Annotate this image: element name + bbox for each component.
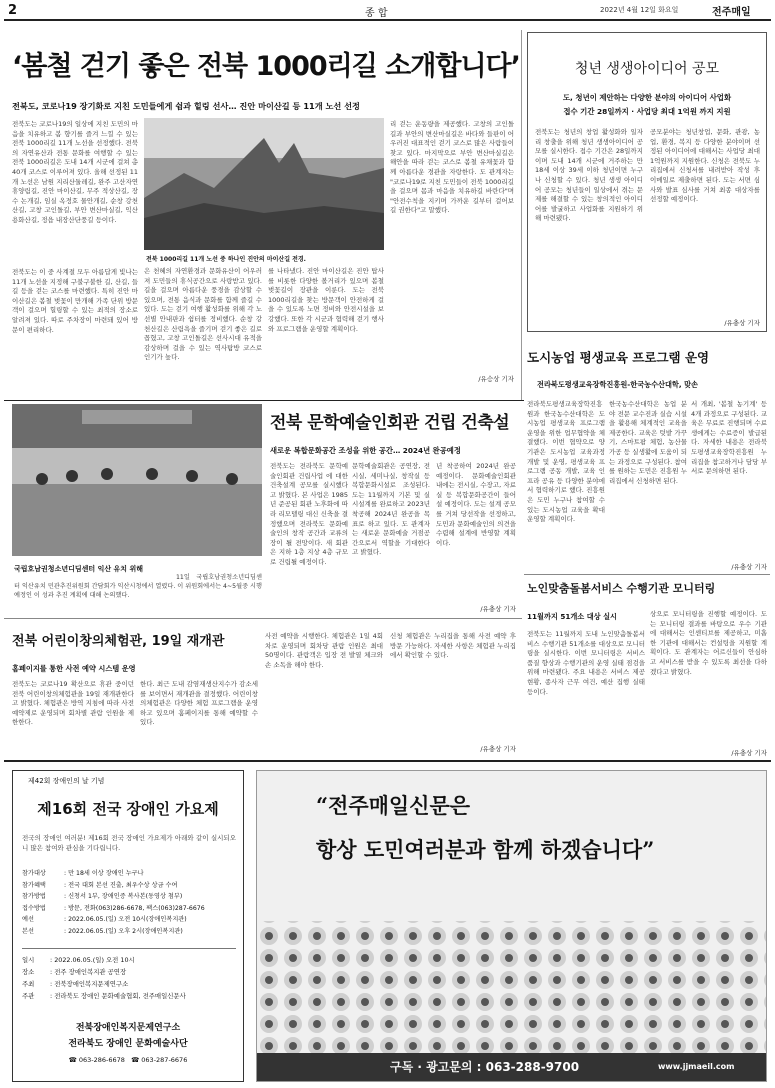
idea-ad-col2: 공모분야는 청년창업, 문화, 관광, 농업, 환경, 복지 등 다양한 분야이며 선정된 아이디어에 대해서는 사업당 최대 1억원까지 지원한다. 신청은 전북도 누리집에서 신청서를 내려받아 작성 후 이메일로 제출하면 된다. 도는 서면 심사와 발표 심사를 거쳐 최종 대상자를 선정할 예정이다. [650, 128, 760, 204]
event-ad-detail-label: 주관 [22, 992, 35, 1000]
event-ad-org1: 전북장애인복지문제연구소 [75, 1023, 181, 1033]
children-col4: 신청 체험관은 누리집을 통해 사전 예약 후 방문 가능하다. 자세한 사항은 체험관 누리집에서 확인할 수 있다. [390, 632, 516, 660]
brand-ad-line1: “전주매일신문은 [316, 793, 471, 818]
phone-icon: ☎ [68, 1056, 77, 1064]
children-col3: 사전 예약을 시행한다. 체험관은 1일 4회차로 운영되며 회차당 관람 인원은 최대 50명이다. 관람객은 입장 전 발열 체크와 손 소독을 해야 한다. [265, 632, 383, 669]
idea-ad-byline: /유충상 기자 [724, 319, 760, 327]
event-ad-detail-label: 장소 [22, 968, 35, 976]
brand-ad-line2: 항상 도민여러분과 함께 하겠습니다” [316, 837, 655, 862]
event-ad-item-value: 신청서 1부, 장애인증 복사본(동영상 첨부) [68, 893, 183, 900]
event-ad-detail-value: 전라북도 장애인 문화예술협회, 전주매일신문사 [54, 992, 186, 1000]
event-ad-item: 참가대상 : 만 18세 이상 장애인 누구나 [22, 868, 236, 880]
date-label: 2022년 4월 12일 화요일 [600, 6, 679, 14]
elderly-byline: /유충상 기자 [731, 749, 767, 757]
header-rule [4, 19, 771, 21]
event-ad-item-value: 전국 대회 본선 진출, 최우수상 상금 수여 [68, 881, 178, 889]
event-ad-detail-label: 주최 [22, 980, 35, 988]
event-ad-item: 본선 : 2022.06.05.(일) 오후 2시(장애인복지관) [22, 926, 236, 938]
event-ad-detail: 주관 : 전라북도 장애인 문화예술협회, 전주매일신문사 [22, 992, 186, 1000]
literature-col3: 년 착공하여 2024년 완공 예정이다. 문화예술인회관 내에는 전시실, 수장고, 자료실 등 복합문화공간이 들어설 예정이다. 도는 설계 공모를 거쳐 당선작을 선정하고, 도민과 문화예술인의 의견을 수렴해 설계에 반영할 계획이다. [436, 462, 516, 547]
event-ad-phone2: 063-287-6676 [141, 1056, 188, 1064]
event-ad-item-label: 접수방법 [22, 904, 46, 912]
meeting-photo-caption-desc: 11일 국립호남권청소년디딤센터 익산유치 민관추진위원회 간담회가 익산시청에서 열렸다. 이 위원회에서는 4~5월중 시행예정인 이 성과 추진 계획에 대해 논의했다. [14, 574, 262, 599]
event-ad-items [22, 868, 236, 937]
urban-farm-sub: 전라북도평생교육장학진흥원-한국농수산대학, 맞손 [537, 380, 698, 389]
page-number: 2 [8, 3, 18, 18]
literature-byline: /유충상 기자 [480, 605, 516, 613]
elderly-col1: 전북도는 11월까지 도내 노인맞춤돌봄서비스 수행기관 51개소를 대상으로 모니터링을 실시한다. 이번 모니터링은 서비스 품질 향상과 수행기관의 운영 실태 점검을 위해 마련됐다. 주요 내용은 서비스 제공 현황, 종사자 근무 여건, 예산 집행 실태 등이다. [527, 630, 645, 696]
event-ad-title: 제16회 전국 장애인 가요제 [37, 800, 219, 818]
paper-name: 전주매일 [712, 7, 751, 18]
fax-icon: ☎ [131, 1056, 140, 1064]
section-rule [4, 400, 524, 401]
meeting-photo [12, 404, 262, 556]
brand-ad-url: www.jjmaeil.com [658, 1062, 735, 1071]
top-story-col4: 리 걷는 운동량을 제공했다. 고창의 고인돌길과 부안의 변산마실길은 바다와 들판이 어우러진 대표적인 걷기 코스로 많은 사람들이 찾고 있다. 마지막으로 부안 변산마실길은 해안을 따라 걷는 코스로 봄철 유채꽃과 함께 아름다운 경관을 자랑한다. 도 관계자는 "코로나19로 지친 도민들이 전북 1000리길을 걸으며 몸과 마음을 치유하길 바란다"며 "안전수칙을 지키며 가까운 길부터 걸어보길 권한다"고 말했다. [390, 120, 514, 215]
elderly-rule [524, 574, 770, 575]
event-ad-topline: 제42회 장애인의 날 기념 [28, 777, 105, 785]
event-ad-item-label: 참가방법 [22, 893, 46, 900]
idea-ad-title: 청년 생생아이디어 공모 [574, 61, 720, 77]
children-sub: 홈페이지를 통한 사전 예약 시스템 운영 [12, 664, 136, 673]
brand-ad-phone: 구독 · 광고문의 : 063-288-9700 [390, 1060, 580, 1074]
event-ad-detail: 장소 : 전주 장애인복지관 공연장 [22, 968, 127, 976]
top-story-headline: ‘봄철 걷기 좋은 전북 1000리길 소개합니다’ [12, 51, 520, 82]
event-ad-item-label: 예선 [22, 916, 34, 923]
event-ad-item-label: 참가혜택 [22, 881, 46, 889]
event-ad-detail: 일시 : 2022.06.05.(일) 오전 10시 [22, 956, 135, 964]
elderly-col2: 상으로 모니터링을 진행할 예정이다. 도는 모니터링 결과를 바탕으로 우수 기관에 대해서는 인센티브를 제공하고, 미흡한 기관에 대해서는 컨설팅을 지원할 계획이다. 도 관계자는 어르신들이 안심하고 서비스를 받을 수 있도록 최선을 다하겠다고 밝혔다. [650, 610, 767, 676]
event-ad-item-label: 참가대상 [22, 870, 46, 877]
children-byline: /유충상 기자 [480, 745, 516, 753]
column-divider [521, 30, 522, 400]
children-col1: 전북도는 코로나19 확산으로 휴관 중이던 전북 어린이창의체험관을 19일 재개관한다고 밝혔다. 체험관은 방역 지침에 따라 사전 예약제로 운영되며 회차별 관람 인원을 제한한다. [12, 680, 134, 727]
event-ad-phones [12, 1056, 244, 1064]
event-ad-detail-value: 전북장애인복지문제연구소 [54, 980, 129, 988]
event-ad-item: 참가방법 : 신청서 1부, 장애인증 복사본(동영상 첨부) [22, 891, 236, 903]
idea-ad-col1: 전북도는 청년의 창업 활성화와 일자리 창출을 위해 청년 생생아이디어 공모를 실시한다. 접수 기간은 28일까지이며 도내 14개 시군에 거주하는 만 18세 이상 39세 이하 청년이면 누구나 신청할 수 있다. 청년 생생 아이디어 공모는 청년들이 일상에서 겪는 문제를 해결할 수 있는 창의적인 아이디어를 발굴하고 사업화를 지원하기 위해 마련됐다. [535, 128, 643, 223]
urban-farm-col3: 서 개최, '봄철 농기계' 등 4개 과정으로 구성된다. 교육은 무료로 진행되며 수료생에게는 수료증이 발급된다. 자세한 내용은 전라북도평생교육장학진흥원 누리집을 참고하거나 담당 부서로 문의하면 된다. [691, 400, 767, 476]
event-ad-detail-value: 2022.06.05.(일) 오전 10시 [54, 956, 135, 964]
children-title: 전북 어린이창의체험관, 19일 재개관 [12, 634, 225, 649]
meeting-photo-caption-title: 국립호남권청소년디딤센터 익산 유치 위해 [14, 565, 144, 573]
event-ad-intro: 전국의 장애인 여러분! 제16회 전국 장애인 가요제가 아래와 같이 실시되오니 많은 참여와 관심을 기다립니다. [22, 834, 236, 852]
event-ad-detail-value: 전주 장애인복지관 공연장 [54, 968, 127, 976]
urban-farm-col1: 전라북도평생교육장학진흥원과 한국농수산대학은 도시농업 평생교육 프로그램 운영을 위한 업무협약을 체결했다. 이번 협약으로 양 기관은 도시농업 교육과정 개발 및 운영, 평생교육 프로그램 공동 개발, 교육 인프라 공유 등 다양한 분야에서 협력하기로 했다. 진흥원은 도민 누구나 참여할 수 있는 도시농업 교육을 확대 운영할 계획이다. [527, 400, 605, 524]
mountain-photo-caption: 전북 1000리길 11개 노선 중 하나인 진안의 마이산길 전경. [146, 256, 306, 263]
mountain-photo [144, 118, 384, 250]
literature-col1: 전북도는 전라북도 문학예술인회관 건립사업 에 대한 건축설계 공모를 실시했다고 밝혔다. 본 사업은 1985년 준공된 회관 노후화에 따라 리모델링 대신 신축을 결정했으며 전라북도 문화예술인의 창작 공간과 교류의 장이 될 전망이다. 새 회관은 지하 1층 지상 4층 규모로 건립될 예정이다. [270, 462, 348, 566]
elderly-sub: 11월까지 51개소 대상 실시 [527, 612, 618, 621]
urban-farm-title: 도시농업 평생교육 프로그램 운영 [527, 350, 710, 365]
event-ad-item: 예선 : 2022.06.05.(일) 오전 10시(장애인복지관) [22, 914, 236, 926]
top-story-col1: 전북도는 코로나19의 일상에 지친 도민의 마음을 치유하고 봄 향기를 즐겨 느낄 수 있는 전북 1000리길 11개 노선을 선정했다. 전북의 자연유산과 전통 문화를 여행할 수 있는 전북 1000리길은 도내 14개 시군에 걸쳐 총 40개 코스로 이루어져 있다. 올해 선정된 11개 노선은 남원 지리산둘레길, 완주 고산자연휴양림길, 진안 마이산길, 무주 적상산길, 장수 논개길, 임실 옥정호 물안개길, 순창 강천산길, 고창 고인돌길, 부안 변산마실길, 익산 용화산길, 정읍 내장산단풍길 등이다. [12, 120, 138, 224]
literature-subheadline: 새로운 복합문화공간 조성을 위한 공간… 2024년 완공예정 [270, 446, 461, 455]
section-label: 종 합 [365, 8, 388, 19]
top-story-byline: /유승상 기자 [478, 375, 514, 383]
top-story-subheadline: 전북도, 코로나19 장기화로 지친 도민들에게 쉼과 힐링 선사… 진안 마이산길 등 11개 노선 선정 [12, 101, 360, 111]
event-ad-item-value: 만 18세 이상 장애인 누구나 [68, 870, 144, 877]
event-ad-phone1: 063-286-6678 [78, 1056, 125, 1064]
children-rule [4, 618, 522, 619]
children-col2: 한다. 최근 도내 감염재생산지수가 감소세를 보이면서 재개관을 결정했다. 어린이창의체험관은 다양한 체험 프로그램을 운영하고 있으며 홈페이지를 통해 예약할 수 있다. [140, 680, 258, 727]
top-story-col1b: 전북도는 이 중 사계절 모두 아름답게 빛나는 11개 노선을 지정해 구불구불한 길, 산길, 들길 등을 걷는 코스를 마련했다. 특히 진안 마이산길은 봄철 벚꽃이 만개해 가족 단위 방문객이 걸으며 힐링할 수 있는 최적의 장소로 알려져 있다. 따로 주차장이 마련돼 있어 방문이 편리하다. [12, 268, 138, 334]
event-ad-item-value: 2022.06.05.(일) 오전 10시(장애인복지관) [68, 916, 187, 923]
event-ad-detail-label: 일시 [22, 956, 35, 964]
event-ad-details [22, 948, 236, 1002]
event-ad-item: 접수방법 : 방문, 전화(063)286-6678, 팩스(063)287-6676 [22, 903, 236, 915]
event-ad-item-label: 본선 [22, 927, 34, 935]
event-ad-org2: 전라북도 장애인 문화예술사단 [68, 1039, 188, 1049]
elderly-title: 노인맞춤돌봄서비스 수행기관 모니터링 [527, 582, 716, 595]
urban-farm-col2: 한국농수산대학은 농업 분야 전문 교수진과 실습 시설을 활용해 체계적인 교육을 제공한다. 교육은 텃밭 가꾸기, 스마트팜 체험, 농산물 가공 등 실생활에 도움이 되는 과정으로 구성된다. 참여를 원하는 도민은 진흥원 누리집에서 신청하면 된다. [609, 400, 687, 485]
event-ad-item-value: 2022.06.05.(일) 오후 2시(장애인복지관) [68, 927, 183, 935]
idea-ad-sub2: 접수 기간 28일까지 · 사업당 최대 1억원 까지 지원 [563, 107, 731, 116]
event-ad-item-value: 방문, 전화(063)286-6678, 팩스(063)287-6676 [68, 904, 205, 912]
event-ad-detail: 주최 : 전북장애인복지문제연구소 [22, 980, 129, 988]
idea-ad-sub1: 도, 청년이 제안하는 다양한 분야의 아이디어 사업화 [562, 93, 732, 102]
literature-col2: 문학예술회관은 공연장, 전시실, 세미나실, 창작실 등 복합문화시설로 조성된다. 도는 11월까지 기본 및 실시설계를 완료하고 2023년 착공해 2024년 완공을 목표로 하고 있다. 도 관계자는 새로운 문화예술 거점공간으로서 역할을 기대한다고 밝혔다. [352, 462, 430, 557]
top-story-col3: 를 나타냈다. 진안 마이산길은 진안 탑사를 비롯한 다양한 볼거리가 있으며 봄철 벚꽃길이 장관을 이룬다. 도는 전북 1000리길을 찾는 방문객이 안전하게 걸을 수 있도록 노면 정비와 안전시설을 보강했다. 또한 각 시군과 협력해 걷기 행사와 프로그램을 운영할 계획이다. [268, 267, 384, 333]
top-story-col2: 은 천혜의 자연환경과 문화유산이 어우러져 도민들의 휴식공간으로 사랑받고 있다. 길을 걸으며 아름다운 풍경을 감상할 수 있으며, 전통 음식과 문화를 함께 즐길 수 있다. 도는 걷기 여행 활성화를 위해 각 노선별 안내판과 쉼터를 정비했다. 순창 강천산길은 산림욕을 즐기며 걷기 좋은 길로 꼽혔고, 고창 고인돌길은 선사시대 유적을 감상하며 걸을 수 있는 역사탐방 코스로 인기가 높다. [144, 267, 262, 362]
literature-headline: 전북 문학예술인회관 건립 건축설 [270, 413, 510, 433]
event-ad-item: 참가혜택 : 전국 대회 본선 진출, 최우수상 상금 수여 [22, 880, 236, 892]
ad-section-rule [4, 760, 771, 762]
urban-farm-byline: /유충상 기자 [731, 563, 767, 571]
